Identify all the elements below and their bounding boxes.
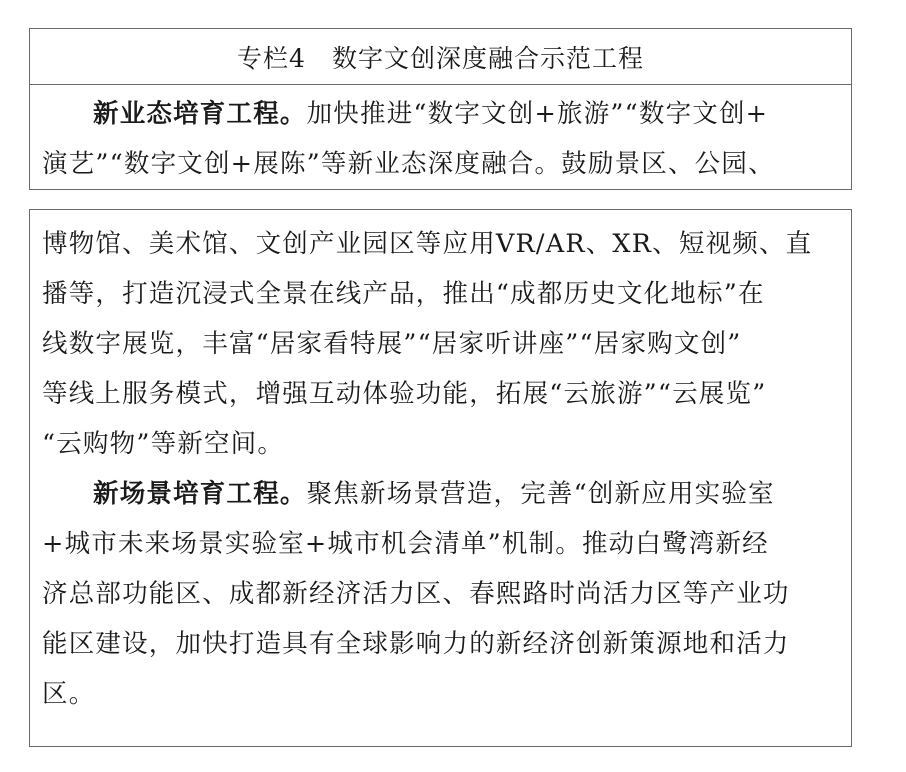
column-box-top [29,28,852,190]
paragraph-line: 等线上服务模式，增强互动体验功能，拓展“云旅游”“云展览” [42,379,767,409]
paragraph-continued [30,210,851,719]
paragraph-line: “云购物”等新空间。 [42,429,285,459]
paragraph-new-business [30,85,851,189]
paragraph-line [42,469,839,519]
paragraph-text: 加快推进“数字文创+旅游”“数字文创+ [306,99,769,129]
column-box-bottom [29,209,852,747]
paragraph-line: 博物馆、美术馆、文创产业园区等应用VR/AR、XR、短视频、直 [42,229,813,259]
column-label: 专栏4 [237,43,306,73]
paragraph-lead: 新业态培育工程。 [93,99,307,129]
paragraph-line: 能区建设，加快打造具有全球影响力的新经济创新策源地和活力 [42,629,790,659]
paragraph-line: 播等，打造沉浸式全景在线产品，推出“成都历史文化地标”在 [42,279,765,309]
paragraph-line: 区。 [42,679,96,709]
paragraph-line [42,89,839,139]
paragraph-line: 线数字展览，丰富“居家看特展”“居家听讲座”“居家购文创” [42,329,742,359]
paragraph-lead: 新场景培育工程。 [93,479,307,509]
paragraph-text: 聚焦新场景营造，完善“创新应用实验室 [306,479,775,509]
paragraph-line: +城市未来场景实验室+城市机会清单”机制。推动白鹭湾新经 [42,529,769,559]
paragraph-line: 演艺”“数字文创+展陈”等新业态深度融合。鼓励景区、公园、 [42,149,775,179]
column-title: 数字文创深度融合示范工程 [331,43,644,73]
column-title-row [30,29,851,85]
paragraph-line: 济总部功能区、成都新经济活力区、春熙路时尚活力区等产业功 [42,579,790,609]
